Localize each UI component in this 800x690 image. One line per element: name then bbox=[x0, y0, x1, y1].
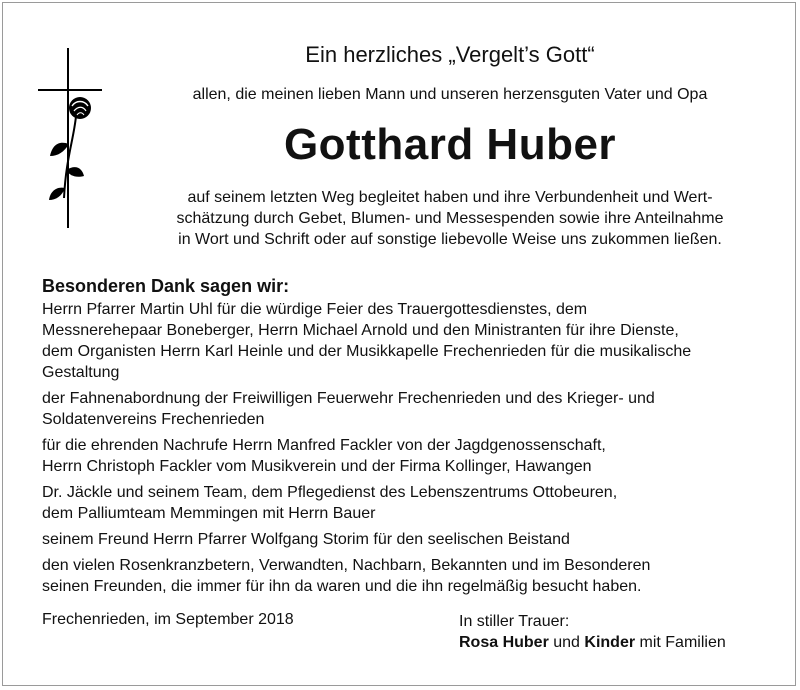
thanks-paragraph bbox=[42, 435, 782, 477]
paragraph-line: Herrn Christoph Fackler vom Musikverein und der Firma Kollinger, Hawangen bbox=[42, 458, 592, 475]
paragraph-line: Messnerehepaar Boneberger, Herrn Michael Arnold und den Ministranten für ihre Dienste, bbox=[42, 322, 679, 339]
place-date: Frechenrieden, im September 2018 bbox=[42, 611, 294, 628]
thanks-text-line: schätzung durch Gebet, Blumen- und Messespenden sowie ihre Anteilnahme bbox=[176, 210, 724, 227]
special-thanks-heading: Besonderen Dank sagen wir: bbox=[42, 276, 290, 296]
paragraph-line: dem Palliumteam Memmingen mit Herrn Bauer bbox=[42, 505, 376, 522]
thanks-paragraph bbox=[42, 388, 782, 430]
paragraph-line: seinen Freunden, die immer für ihn da waren und die ihn regelmäßig besucht haben. bbox=[42, 578, 642, 595]
thanks-text-line: auf seinem letzten Weg begleitet haben und ihre Verbundenheit und Wert- bbox=[187, 189, 713, 206]
thanks-text-line: in Wort und Schrift oder auf sonstige liebevolle Weise uns zukommen ließen. bbox=[178, 231, 722, 248]
paragraph-line: Gestaltung bbox=[42, 364, 120, 381]
paragraph-line: Soldatenvereins Frechenrieden bbox=[42, 411, 265, 428]
connector-text: und bbox=[548, 634, 585, 651]
paragraph-line: Herrn Pfarrer Martin Uhl für die würdige Feier des Trauergottesdienstes, dem bbox=[42, 301, 588, 318]
thanks-text bbox=[120, 187, 780, 250]
thanks-heading: Ein herzliches „Vergelt’s Gott“ bbox=[305, 42, 595, 67]
dedication-line: allen, die meinen lieben Mann und unseren herzensguten Vater und Opa bbox=[192, 86, 708, 103]
thanks-paragraph bbox=[42, 299, 782, 383]
mourners-block bbox=[459, 611, 726, 653]
mourner-name: Kinder bbox=[584, 634, 636, 651]
connector-text: mit Familien bbox=[635, 634, 726, 651]
deceased-name: Gotthard Huber bbox=[283, 120, 617, 169]
thanks-paragraph bbox=[42, 482, 782, 524]
paragraph-line: seinem Freund Herrn Pfarrer Wolfgang Storim für den seelischen Beistand bbox=[42, 531, 570, 548]
thanks-paragraph bbox=[42, 529, 782, 550]
cross-with-rose-icon bbox=[36, 48, 106, 228]
mourning-label: In stiller Trauer: bbox=[459, 613, 570, 630]
paragraph-line: den vielen Rosenkranzbetern, Verwandten, Nachbarn, Bekannten und im Besonderen bbox=[42, 557, 651, 574]
paragraph-line: für die ehrenden Nachrufe Herrn Manfred Fackler von der Jagdgenossenschaft, bbox=[42, 437, 606, 454]
mourners-line bbox=[459, 632, 726, 653]
mourner-name: Rosa Huber bbox=[459, 634, 549, 651]
paragraph-line: Dr. Jäckle und seinem Team, dem Pflegedienst des Lebenszentrums Ottobeuren, bbox=[42, 484, 618, 501]
paragraph-line: dem Organisten Herrn Karl Heinle und der Musikkapelle Frechenrieden für die musikalische bbox=[42, 343, 692, 360]
special-thanks-list bbox=[42, 299, 782, 602]
thanks-paragraph bbox=[42, 555, 782, 597]
paragraph-line: der Fahnenabordnung der Freiwilligen Feuerwehr Frechenrieden und des Krieger- und bbox=[42, 390, 655, 407]
